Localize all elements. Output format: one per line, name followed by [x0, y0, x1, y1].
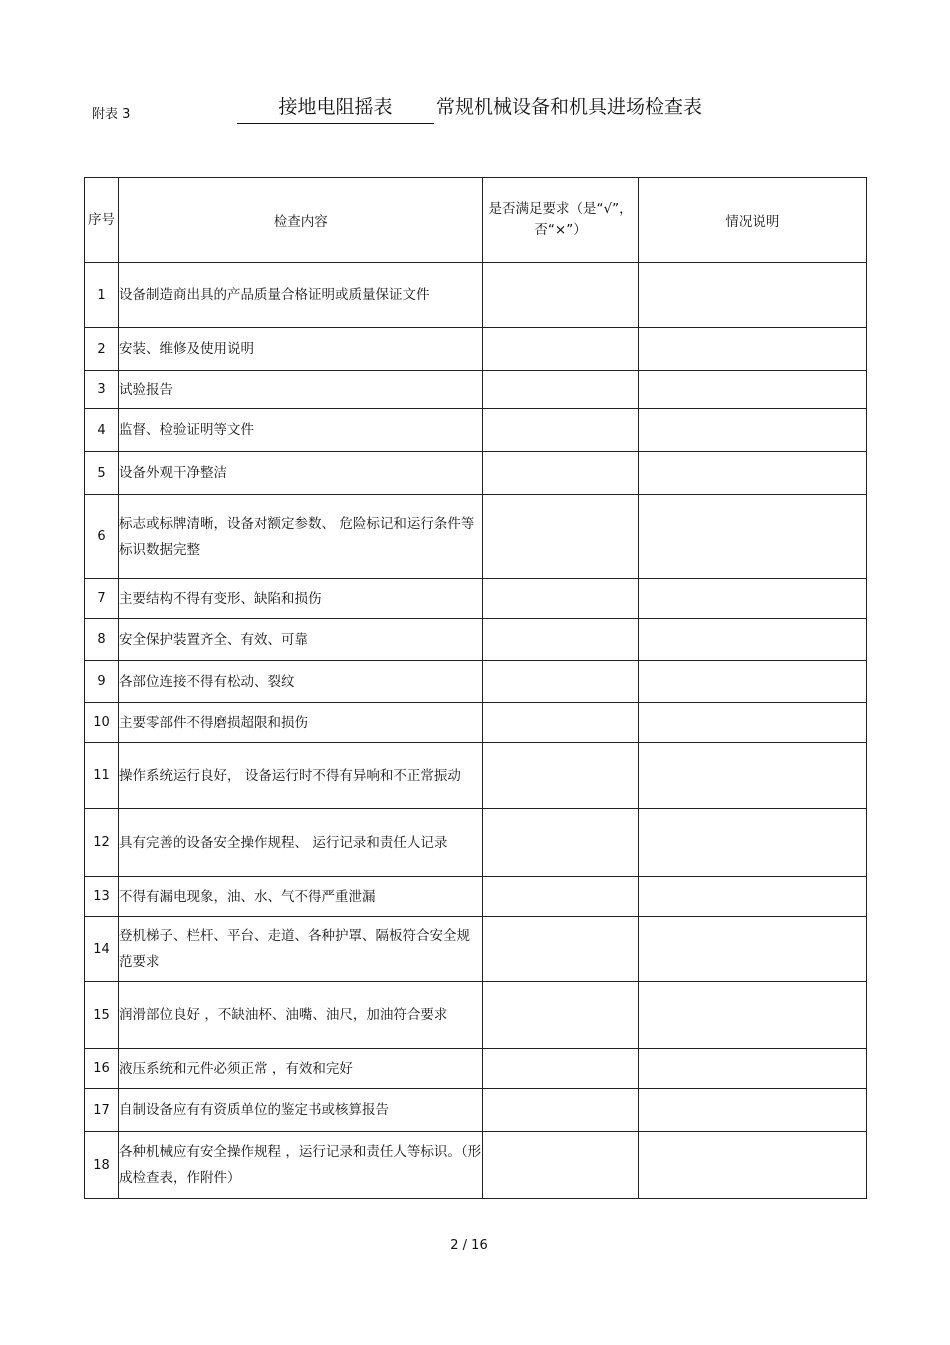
table-row — [85, 328, 867, 371]
row-remarks-cell — [638, 371, 866, 409]
row-compliance-cell — [483, 743, 638, 809]
row-content: 安装、维修及使用说明 — [119, 328, 483, 371]
row-number: 6 — [85, 495, 119, 579]
row-content: 不得有漏电现象，油、水、气不得严重泄漏 — [119, 877, 483, 917]
table-row — [85, 1049, 867, 1089]
row-remarks-cell — [638, 1049, 866, 1089]
row-content: 具有完善的设备安全操作规程、 运行记录和责任人记录 — [119, 809, 483, 877]
table-row — [85, 809, 867, 877]
table-row — [85, 743, 867, 809]
row-remarks-cell — [638, 619, 866, 661]
row-compliance-cell — [483, 409, 638, 452]
row-compliance-cell — [483, 452, 638, 495]
row-compliance-cell — [483, 1049, 638, 1089]
row-compliance-cell — [483, 328, 638, 371]
table-row — [85, 409, 867, 452]
row-compliance-cell — [483, 661, 638, 703]
row-content: 操作系统运行良好， 设备运行时不得有异响和不正常振动 — [119, 743, 483, 809]
table-row — [85, 452, 867, 495]
table-row — [85, 579, 867, 619]
row-compliance-cell — [483, 495, 638, 579]
row-remarks-cell — [638, 661, 866, 703]
row-content: 润滑部位良好 ，不缺油杯、油嘴、油尺，加油符合要求 — [119, 982, 483, 1049]
header-remarks: 情况说明 — [638, 178, 866, 263]
header-compliance: 是否满足要求（是“√”，否“×”） — [483, 178, 638, 263]
row-compliance-cell — [483, 371, 638, 409]
table-row — [85, 917, 867, 982]
table-row — [85, 1089, 867, 1132]
row-number: 4 — [85, 409, 119, 452]
row-compliance-cell — [483, 579, 638, 619]
table-row — [85, 703, 867, 743]
row-remarks-cell — [638, 703, 866, 743]
instrument-title: 接地电阻摇表 — [237, 93, 434, 124]
table-row — [85, 982, 867, 1049]
row-number: 8 — [85, 619, 119, 661]
table-row — [85, 1132, 867, 1199]
table-row — [85, 877, 867, 917]
row-number: 9 — [85, 661, 119, 703]
row-compliance-cell — [483, 877, 638, 917]
row-content: 登机梯子、栏杆、平台、走道、各种护罩、隔板符合安全规范要求 — [119, 917, 483, 982]
row-number: 7 — [85, 579, 119, 619]
row-content: 设备外观干净整洁 — [119, 452, 483, 495]
row-number: 18 — [85, 1132, 119, 1199]
row-content: 主要结构不得有变形、缺陷和损伤 — [119, 579, 483, 619]
row-content: 液压系统和元件必须正常 ，有效和完好 — [119, 1049, 483, 1089]
row-remarks-cell — [638, 1132, 866, 1199]
row-compliance-cell — [483, 982, 638, 1049]
row-content: 标志或标牌清晰，设备对额定参数、 危险标记和运行条件等标识数据完整 — [119, 495, 483, 579]
row-number: 2 — [85, 328, 119, 371]
inspection-table — [84, 177, 867, 1199]
row-remarks-cell — [638, 917, 866, 982]
row-remarks-cell — [638, 328, 866, 371]
row-remarks-cell — [638, 809, 866, 877]
table-row — [85, 371, 867, 409]
table-header-row — [85, 178, 867, 263]
row-content: 试验报告 — [119, 371, 483, 409]
appendix-label: 附表 3 — [92, 107, 131, 122]
row-remarks-cell — [638, 982, 866, 1049]
header-no: 序号 — [85, 178, 119, 263]
row-number: 17 — [85, 1089, 119, 1132]
row-content: 各种机械应有安全操作规程 ，运行记录和责任人等标识。（形成检查表，作附件） — [119, 1132, 483, 1199]
row-content: 安全保护装置齐全、有效、可靠 — [119, 619, 483, 661]
row-compliance-cell — [483, 1132, 638, 1199]
table-row — [85, 619, 867, 661]
row-content: 主要零部件不得磨损超限和损伤 — [119, 703, 483, 743]
row-content: 自制设备应有有资质单位的鉴定书或核算报告 — [119, 1089, 483, 1132]
page-number: 2 / 16 — [450, 1238, 488, 1253]
row-content: 各部位连接不得有松动、裂纹 — [119, 661, 483, 703]
row-remarks-cell — [638, 743, 866, 809]
page-title: 常规机械设备和机具进场检查表 — [436, 96, 703, 118]
row-number: 12 — [85, 809, 119, 877]
row-remarks-cell — [638, 452, 866, 495]
row-number: 3 — [85, 371, 119, 409]
row-compliance-cell — [483, 809, 638, 877]
row-number: 5 — [85, 452, 119, 495]
row-number: 14 — [85, 917, 119, 982]
row-number: 15 — [85, 982, 119, 1049]
row-content: 监督、检验证明等文件 — [119, 409, 483, 452]
header-content: 检查内容 — [119, 178, 483, 263]
row-compliance-cell — [483, 703, 638, 743]
row-number: 13 — [85, 877, 119, 917]
row-number: 10 — [85, 703, 119, 743]
row-compliance-cell — [483, 917, 638, 982]
table-row — [85, 263, 867, 328]
table-row — [85, 495, 867, 579]
row-content: 设备制造商出具的产品质量合格证明或质量保证文件 — [119, 263, 483, 328]
row-compliance-cell — [483, 1089, 638, 1132]
row-remarks-cell — [638, 1089, 866, 1132]
row-remarks-cell — [638, 409, 866, 452]
row-number: 11 — [85, 743, 119, 809]
row-number: 16 — [85, 1049, 119, 1089]
table-row — [85, 661, 867, 703]
row-remarks-cell — [638, 495, 866, 579]
row-remarks-cell — [638, 877, 866, 917]
table-body — [85, 263, 867, 1199]
row-compliance-cell — [483, 263, 638, 328]
row-number: 1 — [85, 263, 119, 328]
row-remarks-cell — [638, 579, 866, 619]
row-compliance-cell — [483, 619, 638, 661]
row-remarks-cell — [638, 263, 866, 328]
